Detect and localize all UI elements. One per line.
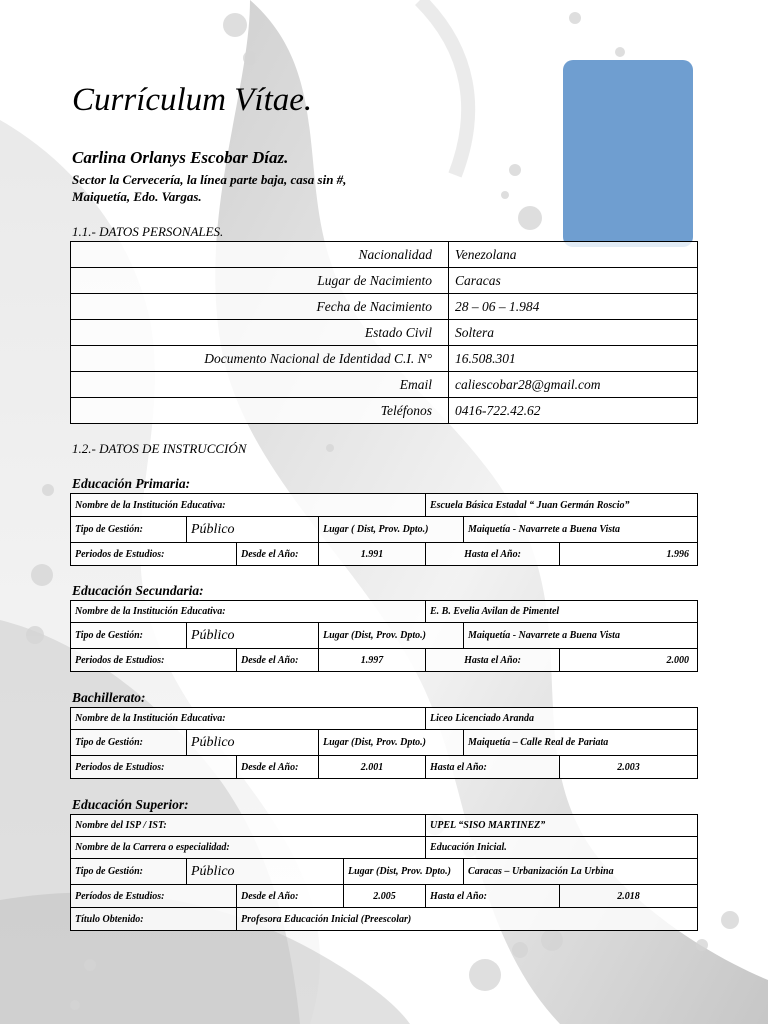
field-value: Escuela Básica Estadal “ Juan Germán Roscio” [426, 494, 698, 517]
field-label: Hasta el Año: [426, 756, 560, 779]
address [72, 171, 346, 205]
field-label: Estado Civil [71, 320, 449, 346]
table-row [71, 494, 698, 517]
subsection-title-primaria: Educación Primaria: [72, 476, 191, 491]
field-label: Desde el Año: [237, 756, 319, 779]
table-row [71, 815, 698, 837]
table-row [71, 885, 698, 908]
table-row [71, 601, 698, 623]
field-value: 1.996 [560, 543, 698, 566]
section-heading-personal: 1.1.- DATOS PERSONALES. [72, 224, 224, 239]
table-row [71, 837, 698, 859]
field-value: Liceo Licenciado Aranda [426, 708, 698, 730]
education-primaria-table [70, 493, 698, 566]
field-value: 2.000 [560, 649, 698, 672]
field-label: Desde el Año: [237, 885, 344, 908]
field-label: Hasta el Año: [426, 885, 560, 908]
field-label: Lugar ( Dist, Prov. Dpto.) [319, 517, 464, 543]
field-label: Tipo de Gestión: [71, 730, 187, 756]
field-value: Caracas [449, 268, 698, 294]
field-label: Nombre de la Institución Educativa: [71, 494, 426, 517]
field-label: Nacionalidad [71, 242, 449, 268]
field-value: Maiquetía - Navarrete a Buena Vista [464, 623, 698, 649]
education-superior-table [70, 814, 698, 931]
field-label: Lugar (Dist, Prov. Dpto.) [319, 623, 464, 649]
field-label: Nombre de la Institución Educativa: [71, 708, 426, 730]
table-row [71, 908, 698, 931]
field-value: UPEL “SISO MARTINEZ” [426, 815, 698, 837]
field-label: Título Obtenido: [71, 908, 237, 931]
address-line-2: Maiquetía, Edo. Vargas. [72, 189, 202, 204]
table-row [71, 756, 698, 779]
field-value: Público [187, 859, 344, 885]
candidate-name: Carlina Orlanys Escobar Díaz. [72, 148, 289, 167]
field-value: 1.991 [319, 543, 426, 566]
education-bachillerato-table [70, 707, 698, 779]
field-label: Lugar (Dist, Prov. Dpto.) [319, 730, 464, 756]
table-row [71, 730, 698, 756]
field-label: Desde el Año: [237, 649, 319, 672]
table-row [71, 708, 698, 730]
table-row [71, 543, 698, 566]
field-value: Educación Inicial. [426, 837, 698, 859]
field-label: Lugar (Dist, Prov. Dpto.) [344, 859, 464, 885]
subsection-title-superior: Educación Superior: [72, 797, 189, 812]
subsection-title-secundaria: Educación Secundaria: [72, 583, 204, 598]
education-secundaria-table [70, 600, 698, 672]
field-label: Hasta el Año: [426, 649, 560, 672]
table-row [71, 398, 698, 424]
email-value: caliescobar28@gmail.com [449, 372, 698, 398]
photo-placeholder [563, 60, 693, 247]
field-label: Periodos de Estudios: [71, 649, 237, 672]
personal-data-table [70, 241, 698, 424]
field-value: 2.018 [560, 885, 698, 908]
field-value: 28 – 06 – 1.984 [449, 294, 698, 320]
field-value: E. B. Evelia Avilan de Pimentel [426, 601, 698, 623]
field-label: Períodos de Estudios: [71, 885, 237, 908]
field-value: 16.508.301 [449, 346, 698, 372]
field-value: Venezolana [449, 242, 698, 268]
document-title: Currículum Vítae. [72, 82, 313, 118]
table-row [71, 268, 698, 294]
field-value: Maiquetía - Navarrete a Buena Vista [464, 517, 698, 543]
field-value: Soltera [449, 320, 698, 346]
table-row [71, 623, 698, 649]
field-value: Público [187, 517, 319, 543]
address-line-1: Sector la Cervecería, la línea parte baja, casa sin #, [72, 172, 347, 187]
field-label: Fecha de Nacimiento [71, 294, 449, 320]
field-label: Nombre del ISP / IST: [71, 815, 426, 837]
field-value: Caracas – Urbanización La Urbina [464, 859, 698, 885]
field-value: 2.001 [319, 756, 426, 779]
table-row [71, 242, 698, 268]
table-row [71, 517, 698, 543]
field-label: Tipo de Gestión: [71, 517, 187, 543]
field-label: Tipo de Gestión: [71, 623, 187, 649]
field-value: 1.997 [319, 649, 426, 672]
table-row [71, 346, 698, 372]
section-heading-education: 1.2.- DATOS DE INSTRUCCIÓN [72, 441, 247, 456]
field-value: 2.005 [344, 885, 426, 908]
field-value: Público [187, 730, 319, 756]
field-label: Nombre de la Carrera o especialidad: [71, 837, 426, 859]
table-row [71, 294, 698, 320]
field-label: Documento Nacional de Identidad C.I. N° [71, 346, 449, 372]
field-label: Nombre de la Institución Educativa: [71, 601, 426, 623]
field-value: Público [187, 623, 319, 649]
field-label: Teléfonos [71, 398, 449, 424]
field-label: Hasta el Año: [426, 543, 560, 566]
field-label: Email [71, 372, 449, 398]
field-label: Tipo de Gestión: [71, 859, 187, 885]
field-label: Lugar de Nacimiento [71, 268, 449, 294]
subsection-title-bachillerato: Bachillerato: [72, 690, 146, 705]
phone-value: 0416-722.42.62 [449, 398, 698, 424]
field-label: Periodos de Estudios: [71, 756, 237, 779]
table-row [71, 649, 698, 672]
table-row [71, 859, 698, 885]
table-row [71, 372, 698, 398]
field-value: Profesora Educación Inicial (Preescolar) [237, 908, 698, 931]
table-row [71, 320, 698, 346]
field-value: Maiquetía – Calle Real de Pariata [464, 730, 698, 756]
field-label: Desde el Año: [237, 543, 319, 566]
field-value: 2.003 [560, 756, 698, 779]
field-label: Periodos de Estudios: [71, 543, 237, 566]
